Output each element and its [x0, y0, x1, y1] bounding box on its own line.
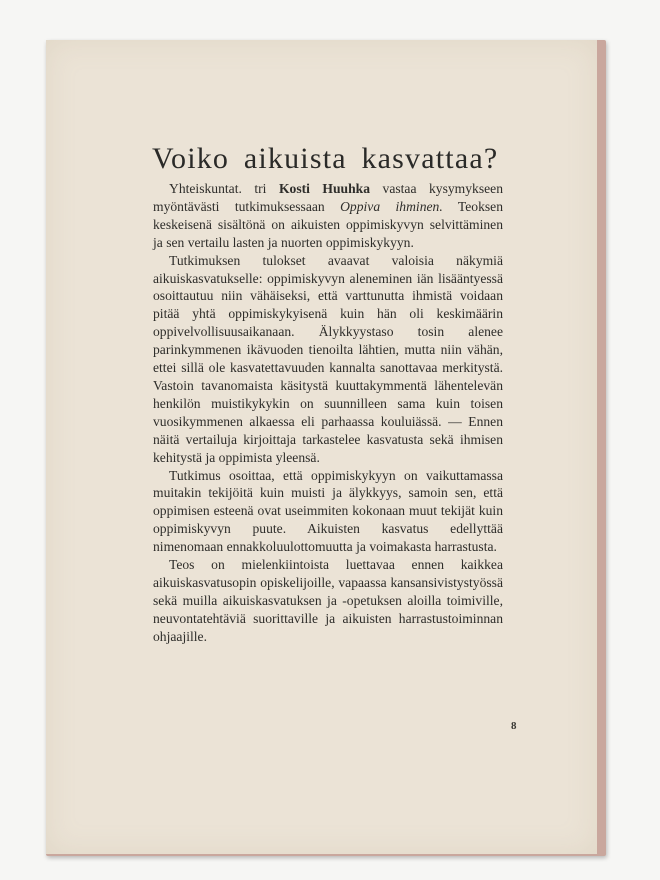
- blurb-text: [153, 180, 503, 646]
- paragraph-4: Teos on mielenkiintoista luettavaa ennen kaikkea aikuiskasvatusopin opiskelijoille, vapaassa kansansivistystyössä sekä muilla aikuiskasvatuksen ja -opetuksen aloilla toimiville, neuvontatehtäviä suorittaville ja aikuisten harrastustoiminnan ohjaajille.: [153, 557, 503, 644]
- page-number: 8: [511, 720, 517, 732]
- cover-title: Voiko aikuista kasvattaa?: [152, 142, 499, 175]
- author-name: Kosti Huuhka: [278, 181, 371, 196]
- paragraph-2: Tutkimuksen tulokset avaavat valoisia näkymiä aikuiskasvatukselle: oppimiskyvyn aleneminen iän lisääntyessä osoittautuu niin vähäiseksi, että varttunutta ihmistä voidaan pitää yhtä oppimiskykyisenä kuin hän oli keskimäärin oppivelvollisuusaikanaan. Älykkyystaso tosin alenee parinkymmenen ikävuoden tienoilta lähtien, mutta niin vähän, ettei sillä ole kasvatettavuuden kannalta sanottavaa merkitystä. Vastoin tavanomaista käsitystä kuuttakymmentä lähentelevän henkilön muistikykykin on suunnilleen sama kuin toisen vuosikymmenen alkaessa eli parhaassa kouluiässä. — Ennen näitä vertailuja kirjoittaja tarkastelee kasvatusta sekä ihmisen kehitystä ja oppimista yleensä.: [153, 252, 503, 465]
- book-title: Oppiva ihminen.: [340, 198, 443, 214]
- paragraph-3: Tutkimus osoittaa, että oppimiskykyyn on vaikuttamassa muitakin tekijöitä kuin muisti ja älykkyys, samoin sen, että oppimisen esteenä ovat useimmiten kokonaan muut tekijät kuin oppimiskyvyn puute. Aikuisten kasvatus edellyttää nimenomaan ennakkoluulottomuutta ja voimakasta harrastusta.: [153, 467, 503, 555]
- paragraph-1-lead: Yhteiskuntat. tri: [169, 181, 279, 196]
- paragraph-1: [153, 180, 503, 252]
- paragraph-1-rest: Teoksen keskeisenä sisältönä on aikuisten oppimiskyvyn selvittäminen ja sen vertailu lasten ja nuorten oppimiskykyyn.: [153, 198, 503, 250]
- paragraph-1-middle: vastaa kysymykseen myöntävästi tutkimuksessaan: [153, 181, 503, 214]
